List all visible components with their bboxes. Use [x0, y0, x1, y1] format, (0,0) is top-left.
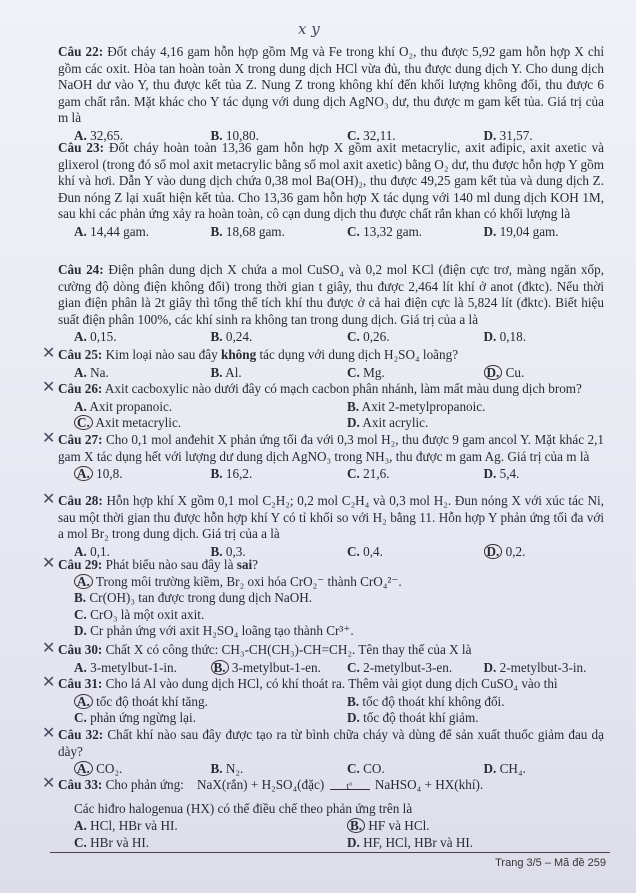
option-c[interactable]: C. 0,4.: [347, 543, 383, 559]
question-label: Câu 33:: [58, 777, 103, 792]
question-31: [42, 672, 604, 727]
option-d-circled[interactable]: D. 0,2.: [468, 544, 605, 561]
option-d-circled[interactable]: D. Cu.: [468, 365, 605, 382]
option-b[interactable]: B. Axit 2-metylpropanoic.: [347, 398, 486, 414]
option-a[interactable]: A. Axit propanoic.: [74, 398, 173, 414]
option-c[interactable]: C. HBr và HI.: [74, 834, 150, 850]
option-b[interactable]: B. 16,2.: [210, 466, 253, 482]
option-a[interactable]: A. 14,44 gam.: [74, 223, 150, 239]
reaction-left: NaX(rắn) + H₂SO₄(đặc): [197, 777, 325, 792]
option-b[interactable]: B. 0,3.: [210, 543, 246, 559]
option-d[interactable]: D. 0,18.: [483, 329, 526, 345]
option-c[interactable]: C. phản ứng ngừng lại.: [74, 710, 196, 726]
option-c[interactable]: C. 2-metylbut-3-en.: [347, 659, 453, 675]
question-22: [58, 44, 604, 145]
question-subtext: Các hiđro halogenua (HX) có thể điều chế theo phản ứng trên là: [74, 800, 413, 816]
question-text: Đốt cháy 4,16 gam hỗn hợp gồm Mg và Fe trong khí O₂, thu được 5,92 gam hỗn hợp X chỉ gồm các oxit. Hòa tan hoàn toàn X trong dung dịch HCl vừa đủ, thu được dung dịch Y. Cho dung dịch NaOH dư vào Y, thu được kết tủa Z. Nung Z trong không khí đến khối lượng không đổi, thu được 6 gam chất rắn. Mặt khác cho Y tác dụng với dung dịch AgNO₃ dư, thu được m gam kết tủa. Giá trị của m là: [58, 44, 605, 126]
option-b-circled[interactable]: B. 3-metylbut-1-en.: [195, 660, 332, 677]
answer-circle: B.: [211, 660, 229, 675]
question-28: [42, 489, 605, 560]
question-27: [42, 428, 605, 483]
option-b[interactable]: B. tốc độ thoát khí không đổi.: [347, 693, 505, 709]
answer-circle: A.: [74, 574, 93, 589]
options: [58, 761, 604, 778]
handwritten-x-mark-icon: ✕: [42, 672, 56, 691]
question-label: Câu 23:: [58, 140, 104, 155]
handwritten-x-mark-icon: ✕: [42, 377, 56, 396]
option-a-circled[interactable]: A. CO₂.: [58, 761, 195, 778]
option-a[interactable]: A. 3-metylbut-1-in.: [74, 659, 177, 675]
option-d[interactable]: D. HF, HCl, HBr và HI.: [347, 834, 474, 850]
reaction-right: NaHSO₄ + HX(khí).: [374, 777, 484, 792]
option-d[interactable]: D. CH₄.: [483, 761, 526, 777]
answer-circle: C.: [74, 415, 93, 430]
option-c[interactable]: C. 21,6.: [347, 466, 390, 482]
question-text: Cho 0,1 mol anđehit X phản ứng tối đa với 0,3 mol H₂, thu được 9 gam ancol Y. Mặt khác 2,1 gam X tác dụng hết với lượng dư dung dịch AgNO₃ trong NH₃, thu được m gam Ag. Giá trị của m là: [58, 432, 605, 464]
option-a-circled[interactable]: A. 10,8.: [58, 466, 195, 483]
option-d[interactable]: D. tốc độ thoát khí giảm.: [347, 710, 479, 726]
handwritten-x-mark-icon: ✕: [42, 428, 56, 447]
options: [58, 224, 604, 241]
option-d[interactable]: D. 2-metylbut-3-in.: [483, 659, 587, 675]
option-a[interactable]: A. 0,1.: [74, 543, 110, 559]
options: [58, 818, 604, 851]
question-label: Câu 27:: [58, 432, 103, 447]
option-b[interactable]: B. 18,68 gam.: [210, 223, 285, 239]
question-text: Chất khí nào sau đây được tạo ra từ bình chữa cháy và dùng để sản xuất thuốc giảm đau dạ dày?: [58, 727, 605, 759]
option-a[interactable]: A. 32,65.: [74, 127, 124, 143]
question-text: Hỗn hợp khí X gồm 0,1 mol C₂H₂; 0,2 mol C₂H₄ và 0,3 mol H₂. Đun nóng X với xúc tác Ni, sau một thời gian thu được hỗn hợp khí Y có tỉ khối so với H₂ bằng 11. Hỗn hợp Y phản ứng tối đa với a mol Br₂ trong dung dịch. Giá trị của a là: [58, 493, 605, 542]
option-c[interactable]: C. 13,32 gam.: [347, 223, 423, 239]
answer-circle: D.: [484, 365, 503, 380]
option-d[interactable]: D. Axit acrylic.: [347, 415, 429, 431]
handwritten-note: x y: [298, 20, 320, 38]
option-c[interactable]: C. Mg.: [347, 364, 385, 380]
question-text: Chất X có công thức: CH₃-CH(CH₃)-CH=CH₂. Tên thay thế của X là: [105, 642, 472, 657]
question-label: Câu 26:: [58, 381, 103, 396]
question-label: Câu 29:: [58, 557, 103, 572]
option-a[interactable]: A. Na.: [74, 364, 109, 380]
options: [58, 399, 604, 432]
option-b[interactable]: B. 0,24.: [210, 329, 253, 345]
answer-circle: A.: [74, 466, 93, 481]
option-a-circled[interactable]: A. Trong môi trường kiềm, Br₂ oxi hóa CrO₂⁻ thành CrO₄²⁻.: [58, 574, 604, 591]
option-b[interactable]: B. 10,80.: [210, 127, 259, 143]
reaction-arrow-icon: t°: [328, 778, 372, 795]
question-text: Cho lá Al vào dung dịch HCl, có khí thoát ra. Thêm vài giọt dung dịch CuSO₄ vào thì: [105, 676, 558, 691]
question-29: ✕ Câu 29: Phát biểu nào sau đây là sai? A. Trong môi trường kiềm, Br₂ oxi hóa CrO₂⁻ thành CrO₄²⁻. B. Cr(OH)₃ tan được trong dung dịch NaOH. C. CrO₃ là một oxit axit. D. Cr phản ứng với axit H₂SO₄ loãng tạo thành Cr³⁺.: [58, 557, 604, 640]
option-c-circled[interactable]: C. Axit metacrylic.: [58, 415, 331, 432]
handwritten-x-mark-icon: ✕: [42, 553, 56, 572]
question-label: Câu 28:: [58, 493, 103, 508]
question-label: Câu 24:: [58, 262, 104, 277]
answer-circle: B.: [347, 818, 365, 833]
option-d[interactable]: D. 5,4.: [483, 466, 520, 482]
option-b[interactable]: B. N₂.: [210, 761, 244, 777]
option-c[interactable]: C. CrO₃ là một oxit axit.: [74, 606, 205, 622]
handwritten-x-mark-icon: ✕: [42, 489, 56, 508]
option-d[interactable]: D. 31,57.: [483, 127, 533, 143]
question-label: Câu 32:: [58, 727, 104, 742]
option-a[interactable]: A. 0,15.: [74, 329, 117, 345]
handwritten-x-mark-icon: ✕: [42, 638, 56, 657]
question-text: Điện phân dung dịch X chứa a mol CuSO₄ và 0,2 mol KCl (điện cực trơ, màng ngăn xốp, cường độ dòng điện không đổi) trong thời gian t giây, thu được 2,464 lít khí ở anot (đktc). Nếu thời gian điện phân là 2t giây thì tổng thể tích khí thu được ở cả hai điện cực là 5,824 lít (đktc). Biết hiệu suất điện phân 100%, các khí sinh ra không tan trong dung dịch. Giá trị của a là: [58, 262, 604, 327]
option-b-circled[interactable]: B. HF và HCl.: [331, 818, 604, 835]
question-label: Câu 25:: [58, 347, 103, 362]
question-24: [58, 262, 604, 346]
options: [58, 694, 604, 727]
option-a[interactable]: A. HCl, HBr và HI.: [74, 818, 178, 834]
question-32: [42, 723, 605, 778]
question-label: Câu 31:: [58, 676, 103, 691]
handwritten-x-mark-icon: ✕: [42, 723, 56, 742]
options: [58, 329, 604, 346]
handwritten-x-mark-icon: ✕: [42, 773, 56, 792]
option-d[interactable]: D. 19,04 gam.: [483, 223, 559, 239]
question-33: ✕ Câu 33: Cho phản ứng: NaX(rắn) + H₂SO₄(đặc) t° NaHSO₄ + HX(khí). Các hiđro halogenua (HX) có thể điều chế theo phản ứng trên là A. HCl, HBr và HI. B. HF và HCl. C. HBr và HI. D. HF, HCl, HBr và HI.: [58, 777, 604, 851]
question-30: [42, 638, 604, 676]
question-text: Axit cacboxylic nào dưới đây có mạch cacbon phân nhánh, làm mất màu dung dịch brom?: [104, 381, 582, 396]
option-d[interactable]: D. Cr phản ứng với axit H₂SO₄ loãng tạo thành Cr³⁺.: [74, 623, 354, 639]
option-b[interactable]: B. Cr(OH)₃ tan được trong dung dịch NaOH.: [74, 590, 313, 606]
option-c[interactable]: C. 32,11.: [347, 127, 396, 143]
footer-divider: [50, 852, 610, 853]
handwritten-x-mark-icon: ✕: [42, 343, 56, 362]
option-c[interactable]: C. CO.: [347, 761, 385, 777]
answer-circle: A.: [74, 694, 93, 709]
question-label: Câu 22:: [58, 44, 104, 59]
question-23: [58, 140, 604, 241]
option-a-circled[interactable]: A. tốc độ thoát khí tăng.: [58, 694, 331, 711]
question-25: ✕ Câu 25: Kim loại nào sau đây không tác dụng với dung dịch H₂SO₄ loãng? A. Na. B. Al. C. Mg. D. Cu.: [58, 347, 604, 381]
options: [58, 466, 604, 483]
option-c[interactable]: C. 0,26.: [347, 329, 390, 345]
question-26: [42, 377, 604, 432]
option-b[interactable]: B. Al.: [210, 364, 242, 380]
options: [58, 365, 604, 382]
question-text: Đốt cháy hoàn toàn 13,36 gam hỗn hợp X gồm axit metacrylic, axit ađipic, axit axetic và glixerol (trong đó số mol axit metacrylic bằng số mol axit axetic) bằng O₂ dư, thu được hỗn hợp Y gồm khí và hơi. Dẫn Y vào dung dịch chứa 0,38 mol Ba(OH)₂, thu được 49,25 gam kết tủa và dung dịch Z. Đun nóng Z lại xuất hiện kết tủa. Cho 13,36 gam hỗn hợp X tác dụng với 140 ml dung dịch KOH 1M, sau khi các phản ứng xảy ra hoàn toàn, cô cạn dung dịch thu được chất rắn khan có khối lượng là: [58, 140, 605, 222]
options: [58, 660, 604, 677]
question-label: Câu 30:: [58, 642, 103, 657]
page-footer: Trang 3/5 – Mã đề 259: [495, 857, 606, 869]
answer-circle: A.: [74, 761, 93, 776]
answer-circle: D.: [484, 544, 503, 559]
